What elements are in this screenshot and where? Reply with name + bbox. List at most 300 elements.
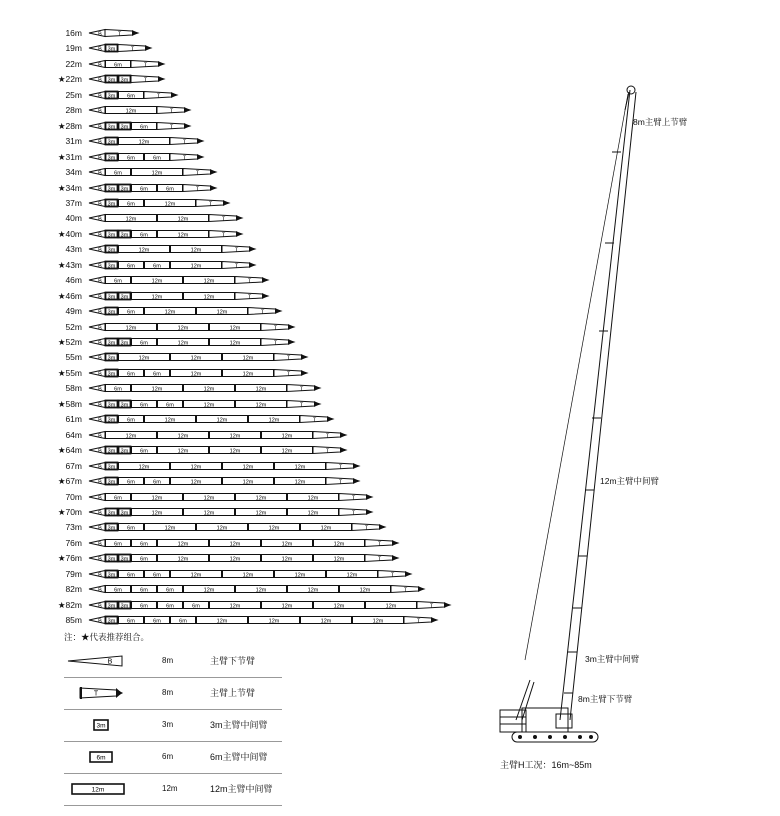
top-tip [405, 571, 411, 577]
base-section [89, 524, 105, 531]
crane-label-3m: 3m主臂中间臂 [585, 654, 640, 664]
base-mark: B [98, 309, 102, 316]
boom-length-label: ★76m [57, 553, 82, 564]
section-label: 3m [107, 525, 116, 532]
base-section [89, 45, 105, 52]
legend-row-12m [64, 774, 282, 806]
base-section [89, 91, 105, 98]
top-tip [340, 432, 346, 438]
top-section-symbol [66, 684, 126, 702]
base-mark: B [98, 216, 102, 223]
top-tip [210, 185, 216, 191]
section-label: 12m [138, 464, 150, 471]
base-section [89, 539, 105, 546]
section-label: 12m [177, 340, 189, 347]
section-label: 12m [255, 402, 267, 409]
legend-desc: 主臂下节臂 [210, 656, 256, 666]
boom-length-label: ★52m [57, 337, 82, 347]
section-label: 12m [255, 510, 267, 517]
top-mark: T [117, 31, 122, 38]
section-label: 12m [177, 433, 189, 440]
section-label: 12m [229, 448, 241, 455]
section-label: 6m [114, 386, 122, 393]
section-label: 12m [281, 448, 293, 455]
base-section [89, 60, 105, 67]
top-mark: T [377, 556, 382, 563]
section-label: 12m [151, 294, 163, 301]
section-label: 12m [190, 356, 202, 363]
section-label: 12m [294, 572, 306, 579]
base-section [89, 107, 105, 114]
boom-length-label: 85m [65, 615, 82, 626]
section-label: 3m [107, 572, 116, 579]
section-label: 12m [242, 572, 254, 579]
boom-length-label: 37m [65, 197, 82, 208]
section-label: 3m [120, 124, 129, 131]
top-mark: T [299, 386, 304, 393]
boom-length-label: 61m [65, 414, 82, 425]
top-mark: T [338, 479, 343, 486]
top-tip [275, 308, 281, 314]
top-mark: T [208, 201, 213, 208]
base-section [89, 462, 105, 469]
section-label: 12m [333, 603, 345, 610]
legend-row-base [64, 646, 282, 678]
svg-text:T: T [93, 690, 99, 698]
top-tip [184, 123, 190, 129]
section-label: 12m [307, 587, 319, 594]
top-mark: T [299, 402, 304, 409]
base-section [89, 385, 105, 392]
section-label: 12m [320, 618, 332, 625]
top-mark: T [247, 294, 252, 301]
section-label: 12m [372, 618, 384, 625]
base-mark: B [98, 108, 102, 115]
section-label: 6m [127, 525, 135, 532]
section-label: 6m [114, 587, 122, 594]
section-label: 3m [107, 201, 116, 208]
section-label: 6m [140, 186, 148, 193]
top-tip [223, 200, 229, 206]
top-mark: T [221, 216, 226, 223]
top-tip [132, 30, 138, 36]
section-label: 6m [127, 572, 135, 579]
section-label: 12m [359, 587, 371, 594]
section-label: 3m [107, 402, 116, 409]
base-mark: B [98, 77, 102, 84]
base-mark: B [98, 448, 102, 455]
section-label: 12m [203, 495, 215, 502]
section-label: 3m [120, 186, 129, 193]
section-label: 3m [107, 139, 116, 146]
section-label: 6m [127, 417, 135, 424]
svg-text:B: B [107, 658, 113, 666]
section-label: 3m [107, 603, 116, 610]
section-label: 6m [153, 479, 161, 486]
base-section [89, 478, 105, 485]
base-mark: B [98, 31, 102, 38]
base-section [89, 277, 105, 284]
section-label: 6m [153, 572, 161, 579]
top-mark: T [143, 62, 148, 69]
base-mark: B [98, 47, 102, 54]
legend-desc: 6m主臂中间臂 [210, 752, 268, 762]
crane-label-top: 8m主臂上节臂 [633, 117, 688, 127]
section-label: 12m [229, 541, 241, 548]
section-label: 6m [140, 124, 148, 131]
top-tip [262, 277, 268, 283]
section-label: 3m [107, 309, 116, 316]
section-label: 12m [177, 216, 189, 223]
base-section [89, 292, 105, 299]
section-label: 3m [107, 371, 116, 378]
section-label: 12m [242, 371, 254, 378]
base-section [89, 76, 105, 83]
legend [64, 646, 282, 806]
section-label: 3m [107, 556, 116, 563]
3m-section-symbol [66, 716, 126, 734]
top-tip [262, 293, 268, 299]
recommendation-note: 注：★代表推荐组合。 [64, 632, 150, 642]
boom-length-label: 25m [65, 89, 82, 100]
base-section [89, 431, 105, 438]
boom-length-label: ★22m [57, 74, 82, 85]
base-mark: B [98, 556, 102, 563]
boom-length-label: ★40m [57, 228, 82, 239]
section-label: 12m [203, 278, 215, 285]
top-tip [145, 45, 151, 51]
top-mark: T [273, 340, 278, 347]
boom-length-label: ★55m [57, 367, 82, 378]
section-label: 3m [120, 556, 129, 563]
svg-text:12m: 12m [91, 786, 105, 794]
top-mark: T [286, 356, 291, 363]
svg-text:3m: 3m [96, 722, 106, 730]
section-label: 3m [107, 47, 116, 54]
base-mark: B [98, 124, 102, 131]
section-label: 12m [164, 525, 176, 532]
base-section [89, 354, 105, 361]
section-label: 3m [120, 402, 129, 409]
top-tip [184, 107, 190, 113]
top-tip [288, 339, 294, 345]
boom-length-label: 64m [65, 429, 82, 440]
top-tip [392, 555, 398, 561]
boom-combination-table [0, 0, 460, 630]
base-mark: B [98, 186, 102, 193]
section-label: 12m [281, 556, 293, 563]
top-mark: T [169, 124, 174, 131]
crane-label-12m: 12m主臂中间臂 [600, 476, 660, 486]
section-label: 12m [151, 495, 163, 502]
section-label: 12m [164, 309, 176, 316]
base-section [89, 199, 105, 206]
top-tip [431, 617, 437, 623]
base-section [89, 184, 105, 191]
top-tip [301, 370, 307, 376]
boom-length-label: 79m [65, 568, 82, 579]
section-label: 12m [216, 417, 228, 424]
top-tip [171, 92, 177, 98]
section-label: 12m [190, 371, 202, 378]
top-tip [353, 463, 359, 469]
section-label: 6m [153, 371, 161, 378]
base-mark: B [98, 356, 102, 363]
section-label: 12m [138, 247, 150, 254]
section-label: 6m [127, 618, 135, 625]
base-section [89, 230, 105, 237]
section-label: 3m [107, 356, 116, 363]
section-label: 12m [151, 278, 163, 285]
top-mark: T [247, 278, 252, 285]
base-mark: B [98, 479, 102, 486]
boom-length-label: ★82m [57, 599, 82, 610]
top-tip [379, 524, 385, 530]
top-mark: T [169, 108, 174, 115]
section-label: 12m [177, 325, 189, 332]
boom-length-label: ★67m [57, 476, 82, 487]
top-tip [301, 354, 307, 360]
section-label: 12m [320, 525, 332, 532]
section-label: 12m [255, 495, 267, 502]
top-mark: T [260, 309, 265, 316]
boom-length-label: 19m [65, 43, 82, 54]
section-label: 3m [107, 417, 116, 424]
boom-length-label: ★46m [57, 290, 82, 301]
section-label: 12m [281, 603, 293, 610]
section-label: 12m [203, 510, 215, 517]
section-label: 12m [281, 433, 293, 440]
section-label: 12m [203, 402, 215, 409]
base-mark: B [98, 371, 102, 378]
section-label: 12m [307, 495, 319, 502]
boom-length-label: ★28m [57, 120, 82, 131]
legend-length: 6m [162, 752, 174, 761]
base-section [89, 570, 105, 577]
section-label: 3m [107, 510, 116, 517]
section-label: 6m [153, 263, 161, 270]
top-tip [210, 169, 216, 175]
base-mark: B [98, 201, 102, 208]
base-section [89, 169, 105, 176]
crane-label-base: 8m主臂下节臂 [578, 694, 633, 704]
top-tip [197, 138, 203, 144]
top-tip [366, 494, 372, 500]
section-label: 12m [164, 201, 176, 208]
boom-length-label: ★31m [57, 151, 82, 162]
section-label: 3m [107, 294, 116, 301]
section-label: 12m [203, 587, 215, 594]
base-mark: B [98, 247, 102, 254]
section-label: 3m [107, 479, 116, 486]
top-mark: T [390, 572, 395, 579]
section-label: 6m [114, 170, 122, 177]
base-mark: B [98, 541, 102, 548]
base-mark: B [98, 402, 102, 409]
section-label: 6m [166, 186, 174, 193]
section-label: 12m [190, 572, 202, 579]
top-mark: T [143, 77, 148, 84]
section-label: 12m [125, 433, 137, 440]
top-tip [366, 509, 372, 515]
boom-combination [89, 58, 589, 70]
boom-length-label: 82m [65, 584, 82, 595]
section-label: 12m [333, 556, 345, 563]
base-section [89, 323, 105, 330]
section-label: 6m [140, 587, 148, 594]
section-label: 12m [385, 603, 397, 610]
top-tip [288, 324, 294, 330]
top-mark: T [429, 603, 434, 610]
section-label: 3m [120, 603, 129, 610]
working-condition-caption: 主臂H工况：16m~85m [500, 760, 592, 770]
section-label: 6m [114, 541, 122, 548]
section-label: 12m [151, 170, 163, 177]
section-label: 6m [140, 603, 148, 610]
legend-desc: 12m主臂中间臂 [210, 784, 273, 794]
boom-length-label: 67m [65, 460, 82, 471]
base-section-symbol [66, 652, 126, 670]
section-label: 12m [281, 541, 293, 548]
section-label: 6m [140, 340, 148, 347]
boom-length-label: 52m [65, 321, 82, 332]
12m-section-symbol [66, 780, 126, 798]
section-label: 6m [127, 263, 135, 270]
top-tip [314, 401, 320, 407]
top-mark: T [234, 263, 239, 270]
section-label: 12m [216, 309, 228, 316]
base-mark: B [98, 340, 102, 347]
section-label: 12m [229, 340, 241, 347]
section-label: 3m [107, 448, 116, 455]
base-section [89, 508, 105, 515]
section-label: 3m [107, 155, 116, 162]
boom-length-label: 34m [65, 167, 82, 178]
top-mark: T [273, 325, 278, 332]
top-mark: T [325, 433, 330, 440]
top-mark: T [234, 247, 239, 254]
base-section [89, 246, 105, 253]
base-mark: B [98, 263, 102, 270]
base-section [89, 369, 105, 376]
base-mark: B [98, 587, 102, 594]
base-mark: B [98, 603, 102, 610]
base-section [89, 339, 105, 346]
crane-illustration [490, 80, 650, 750]
base-mark: B [98, 417, 102, 424]
base-mark: B [98, 325, 102, 332]
section-label: 3m [107, 93, 116, 100]
section-label: 6m [140, 232, 148, 239]
section-label: 12m [151, 386, 163, 393]
boom-length-label: 28m [65, 105, 82, 116]
section-label: 12m [294, 464, 306, 471]
section-label: 12m [164, 417, 176, 424]
top-mark: T [351, 495, 356, 502]
base-section [89, 586, 105, 593]
top-mark: T [286, 371, 291, 378]
section-label: 12m [255, 386, 267, 393]
legend-length: 12m [162, 784, 178, 793]
section-label: 12m [138, 139, 150, 146]
svg-text:6m: 6m [96, 754, 106, 762]
base-mark: B [98, 386, 102, 393]
section-label: 12m [229, 556, 241, 563]
section-label: 3m [120, 294, 129, 301]
section-label: 12m [177, 448, 189, 455]
section-label: 12m [255, 587, 267, 594]
section-label: 3m [107, 186, 116, 193]
top-tip [418, 586, 424, 592]
top-tip [197, 154, 203, 160]
base-section [89, 400, 105, 407]
section-label: 6m [127, 309, 135, 316]
section-label: 6m [127, 201, 135, 208]
top-mark: T [416, 618, 421, 625]
base-section [89, 153, 105, 160]
base-section [89, 416, 105, 423]
top-tip [158, 76, 164, 82]
boom-length-label: 55m [65, 352, 82, 363]
section-label: 12m [125, 325, 137, 332]
section-label: 6m [127, 93, 135, 100]
section-label: 12m [216, 525, 228, 532]
section-label: 6m [179, 618, 187, 625]
boom-length-label: 58m [65, 383, 82, 394]
boom-length-label: ★64m [57, 445, 82, 456]
section-label: 12m [177, 232, 189, 239]
boom-length-label: 49m [65, 306, 82, 317]
base-section [89, 138, 105, 145]
boom-length-label: 40m [65, 213, 82, 224]
boom-length-label: 70m [65, 491, 82, 502]
top-mark: T [325, 448, 330, 455]
section-label: 6m [166, 402, 174, 409]
base-mark: B [98, 278, 102, 285]
section-label: 12m [177, 541, 189, 548]
boom-length-label: 43m [65, 244, 82, 255]
top-mark: T [221, 232, 226, 239]
section-label: 12m [268, 525, 280, 532]
top-tip [249, 262, 255, 268]
base-mark: B [98, 170, 102, 177]
section-label: 12m [242, 464, 254, 471]
base-mark: B [98, 62, 102, 69]
base-mark: B [98, 139, 102, 146]
section-label: 12m [229, 325, 241, 332]
top-mark: T [338, 464, 343, 471]
section-label: 3m [107, 340, 116, 347]
top-tip [327, 416, 333, 422]
legend-desc: 主臂上节臂 [210, 688, 256, 698]
section-label: 3m [107, 263, 116, 270]
section-label: 6m [140, 448, 148, 455]
top-tip [249, 246, 255, 252]
top-tip [158, 61, 164, 67]
6m-section-symbol [66, 748, 126, 766]
section-label: 6m [127, 371, 135, 378]
section-label: 3m [107, 124, 116, 131]
base-mark: B [98, 433, 102, 440]
section-label: 12m [203, 294, 215, 301]
boom-length-label: ★70m [57, 506, 82, 517]
section-label: 12m [229, 433, 241, 440]
base-section [89, 601, 105, 608]
top-tip [340, 447, 346, 453]
section-label: 3m [107, 232, 116, 239]
boom-length-label: 22m [65, 58, 82, 69]
base-section [89, 493, 105, 500]
